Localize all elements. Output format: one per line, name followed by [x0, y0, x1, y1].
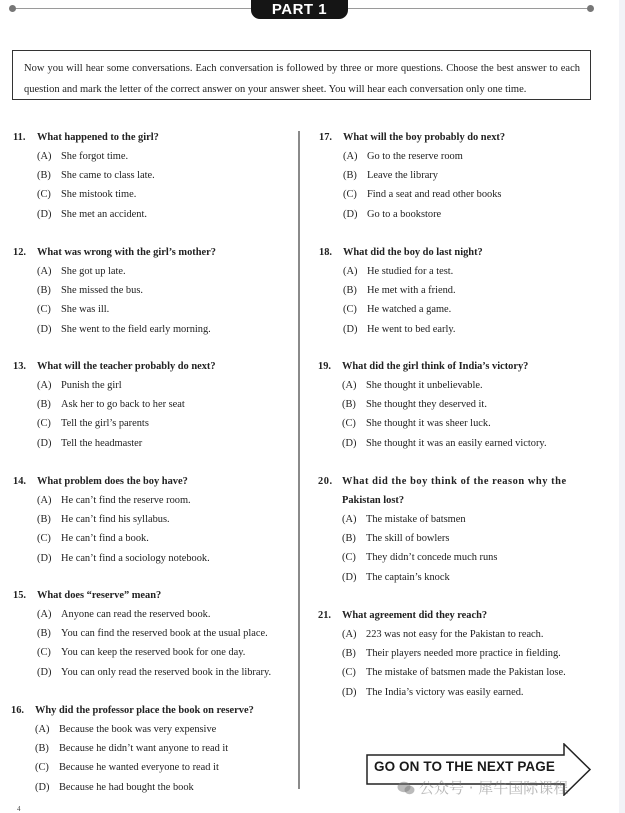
option-letter: (D) [35, 781, 50, 793]
question-18 [319, 243, 483, 339]
question-text: What did the boy do last night? [343, 247, 483, 258]
option-text: Ask her to go back to her seat [61, 399, 185, 411]
question-stem [13, 472, 210, 491]
option[interactable] [318, 376, 547, 395]
option-letter: (A) [37, 151, 52, 162]
question-text: What does “reserve” mean? [37, 590, 162, 601]
option-letter: (C) [342, 667, 356, 679]
option-text: He can’t find his syllabus. [61, 514, 170, 526]
question-stem [13, 586, 271, 605]
option-text: The captain’s knock [366, 571, 450, 583]
option-letter: (B) [37, 514, 51, 526]
question-14 [13, 472, 210, 568]
option-text: Because he wanted everyone to read it [59, 762, 219, 774]
option-text: She came to class late. [61, 170, 155, 182]
option-text: She got up late. [61, 266, 126, 277]
option-letter: (B) [342, 399, 356, 411]
option[interactable] [318, 644, 566, 663]
option-text: Because he had bought the book [59, 781, 194, 793]
option-text: 223 was not easy for the Pakistan to reach. [366, 629, 544, 640]
question-15 [13, 586, 271, 682]
question-stem [13, 243, 216, 262]
option-letter: (A) [342, 514, 357, 525]
option[interactable] [13, 605, 271, 624]
option-letter: (D) [37, 323, 52, 335]
option[interactable] [13, 205, 159, 224]
option-text: You can keep the reserved book for one day. [61, 647, 246, 659]
option[interactable] [319, 262, 483, 281]
option-letter: (A) [37, 495, 52, 506]
option[interactable] [318, 625, 566, 644]
header-dot-right [587, 5, 594, 12]
question-text: What agreement did they reach? [342, 610, 488, 621]
option[interactable] [13, 320, 216, 339]
watermark [397, 777, 568, 798]
option-letter: (D) [342, 686, 357, 698]
question-number: 20. [318, 476, 333, 487]
option-text: Find a seat and read other books [367, 189, 502, 201]
column-divider [298, 131, 300, 789]
question-number: 16. [11, 705, 24, 716]
question-text: Why did the professor place the book on reserve? [35, 705, 254, 716]
option[interactable] [13, 491, 210, 510]
option-text: He can’t find a sociology notebook. [61, 552, 210, 564]
instructions-box: Now you will hear some conversations. Each conversation is followed by three or more questions. Choose the best answer to each question and mark the letter of the correct answer on your answer sheet. You will hear each conversation only one time. [12, 50, 591, 100]
option-text: She forgot time. [61, 151, 129, 162]
option-letter: (B) [37, 285, 51, 297]
option[interactable] [319, 147, 505, 166]
option-letter: (D) [343, 208, 358, 220]
question-stem [13, 128, 159, 147]
wechat-icon [397, 781, 415, 795]
option-text: She thought they deserved it. [366, 399, 487, 411]
option-letter: (C) [342, 418, 356, 430]
option[interactable] [13, 643, 271, 662]
option-text: They didn’t concede much runs [366, 552, 498, 564]
part-badge: PART 1 [251, 0, 348, 19]
side-strip [619, 0, 625, 813]
question-stem [318, 357, 547, 376]
question-stem [318, 472, 567, 510]
question-stem [13, 357, 216, 376]
option-text: You can only read the reserved book in the library. [61, 666, 272, 678]
option[interactable] [11, 720, 254, 739]
option-letter: (C) [37, 304, 51, 316]
option[interactable] [318, 663, 566, 682]
question-21 [318, 606, 566, 702]
option-text: He can’t find a book. [61, 533, 149, 545]
option-text: Because he didn’t want anyone to read it [59, 743, 229, 755]
option[interactable] [319, 300, 483, 319]
question-number: 14. [13, 476, 26, 487]
question-number: 18. [319, 247, 332, 258]
option[interactable] [318, 529, 567, 548]
option-letter: (A) [342, 629, 357, 640]
option[interactable] [13, 395, 216, 414]
option[interactable] [13, 549, 210, 568]
question-number: 13. [13, 361, 26, 372]
option[interactable] [13, 166, 159, 185]
option-letter: (D) [342, 437, 357, 449]
option-letter: (A) [35, 724, 50, 735]
option[interactable] [13, 414, 216, 433]
question-19 [318, 357, 547, 453]
question-12 [13, 243, 216, 339]
option-letter: (D) [37, 437, 52, 449]
option-letter: (D) [343, 323, 358, 335]
option-text: He studied for a test. [367, 266, 454, 277]
option-text: She thought it was an easily earned victory. [366, 437, 547, 449]
option-text: He watched a game. [367, 304, 452, 316]
question-stem [318, 606, 566, 625]
question-number: 12. [13, 247, 26, 258]
question-number: 17. [319, 132, 332, 143]
option[interactable] [13, 663, 271, 682]
option[interactable] [13, 185, 159, 204]
question-16 [11, 701, 254, 797]
question-number: 15. [13, 590, 26, 601]
option-text: She thought it was sheer luck. [366, 418, 491, 430]
option-text: Go to a bookstore [367, 208, 442, 220]
question-text-continued: Pakistan lost? [342, 495, 405, 506]
option-letter: (D) [37, 552, 52, 564]
page-number: 4 [17, 805, 21, 813]
option-letter: (A) [343, 266, 358, 277]
option-letter: (C) [37, 418, 51, 430]
option[interactable] [11, 778, 254, 797]
option-letter: (B) [343, 170, 357, 182]
option-letter: (C) [343, 304, 357, 316]
option-letter: (C) [37, 189, 51, 201]
option-letter: (D) [342, 571, 357, 583]
option-text: The India’s victory was easily earned. [366, 686, 524, 698]
option-letter: (B) [37, 628, 51, 640]
question-text: What will the teacher probably do next? [37, 361, 216, 372]
question-text: What will the boy probably do next? [343, 132, 506, 143]
option-text: She mistook time. [61, 189, 137, 201]
option[interactable] [319, 205, 505, 224]
option-letter: (A) [37, 380, 52, 391]
question-text: What happened to the girl? [37, 132, 159, 143]
option-text: He can’t find the reserve room. [61, 495, 191, 506]
question-text: What did the boy think of the reason why the [342, 476, 567, 487]
option[interactable] [319, 281, 483, 300]
option[interactable] [318, 434, 547, 453]
option-letter: (B) [342, 648, 356, 660]
option-text: She went to the field early morning. [61, 323, 211, 335]
option-letter: (D) [37, 666, 52, 678]
option-text: She missed the bus. [61, 285, 143, 297]
option[interactable] [318, 510, 567, 529]
option[interactable] [318, 683, 566, 702]
option-text: Their players needed more practice in fielding. [366, 648, 561, 660]
option[interactable] [318, 395, 547, 414]
option-letter: (C) [342, 552, 356, 564]
option-text: Punish the girl [61, 380, 122, 391]
header-rule-left [12, 8, 252, 9]
question-11 [13, 128, 159, 224]
option[interactable] [13, 510, 210, 529]
question-number: 11. [13, 132, 26, 143]
option-text: The mistake of batsmen made the Pakistan lose. [366, 667, 566, 679]
option-letter: (C) [343, 189, 357, 201]
option[interactable] [13, 262, 216, 281]
option[interactable] [13, 376, 216, 395]
option[interactable] [13, 147, 159, 166]
option[interactable] [319, 185, 505, 204]
question-stem [319, 243, 483, 262]
question-text: What did the girl think of India’s victory? [342, 361, 529, 372]
question-13 [13, 357, 216, 453]
option-letter: (C) [37, 533, 51, 545]
option-text: He met with a friend. [367, 285, 456, 297]
option[interactable] [319, 166, 505, 185]
option-letter: (D) [37, 208, 52, 220]
question-stem [319, 128, 505, 147]
option-letter: (C) [35, 762, 49, 774]
option-letter: (B) [37, 170, 51, 182]
option-text: She was ill. [61, 304, 110, 316]
option-letter: (B) [343, 285, 357, 297]
option[interactable] [319, 320, 483, 339]
option-letter: (A) [37, 609, 52, 620]
option-text: Tell the headmaster [61, 437, 143, 449]
option[interactable] [318, 568, 567, 587]
option[interactable] [13, 300, 216, 319]
option[interactable] [13, 529, 210, 548]
header-rule-right [346, 8, 590, 9]
option[interactable] [318, 414, 547, 433]
question-text: What problem does the boy have? [37, 476, 188, 487]
watermark-text: 公众号 · 犀牛国际课程 [419, 779, 569, 797]
question-20 [318, 472, 567, 587]
option-letter: (B) [342, 533, 356, 545]
option[interactable] [13, 281, 216, 300]
option[interactable] [11, 739, 254, 758]
option[interactable] [318, 548, 567, 567]
option-text: She met an accident. [61, 208, 147, 220]
option[interactable] [13, 434, 216, 453]
question-text: What was wrong with the girl’s mother? [37, 247, 216, 258]
option-letter: (A) [37, 266, 52, 277]
option-text: The mistake of batsmen [366, 514, 466, 525]
option-text: Because the book was very expensive [59, 724, 217, 735]
option-text: Leave the library [367, 170, 438, 182]
option-text: Anyone can read the reserved book. [61, 609, 211, 620]
option-letter: (A) [343, 151, 358, 162]
option[interactable] [13, 624, 271, 643]
question-17 [319, 128, 505, 224]
header-dot-left [9, 5, 16, 12]
option-letter: (B) [37, 399, 51, 411]
option-text: Go to the reserve room [367, 151, 463, 162]
option-text: Tell the girl’s parents [61, 418, 149, 430]
option-letter: (C) [37, 647, 51, 659]
question-number: 21. [318, 610, 331, 621]
option-letter: (A) [342, 380, 357, 391]
option-text: He went to bed early. [367, 323, 456, 335]
option[interactable] [11, 758, 254, 777]
option-letter: (B) [35, 743, 49, 755]
option-text: She thought it unbelievable. [366, 380, 483, 391]
question-stem [11, 701, 254, 720]
next-page-label: GO ON TO THE NEXT PAGE [374, 759, 555, 774]
option-text: You can find the reserved book at the usual place. [61, 628, 268, 640]
question-number: 19. [318, 361, 331, 372]
option-text: The skill of bowlers [366, 533, 450, 545]
